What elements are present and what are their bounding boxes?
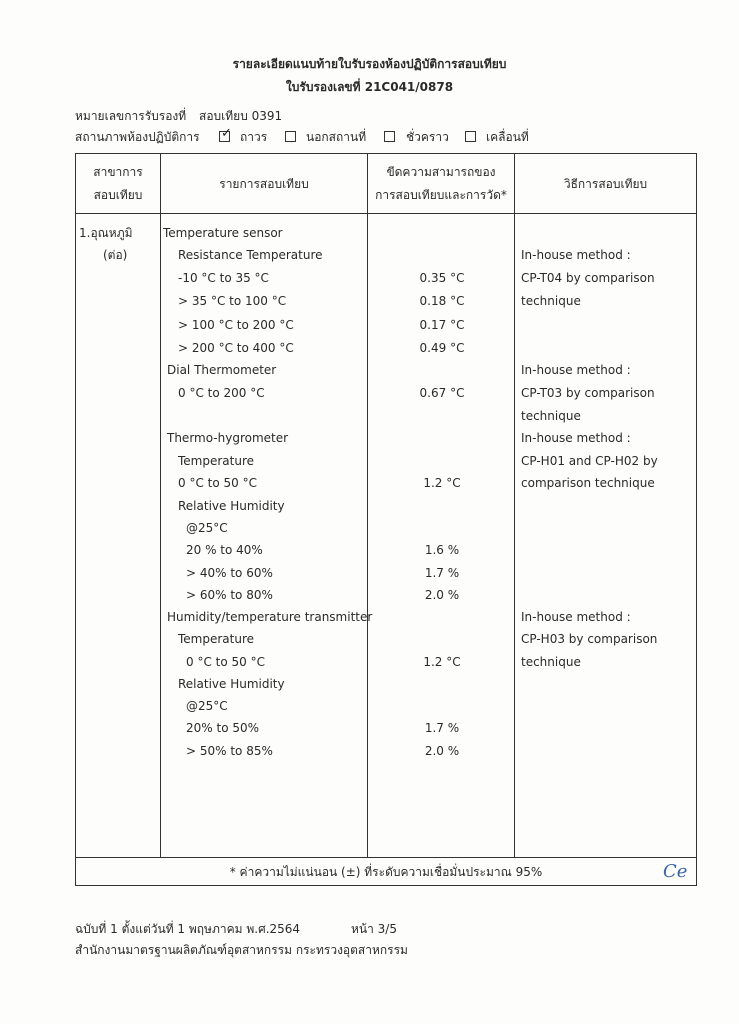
header-method: วิธีการสอบเทียบ: [563, 177, 648, 191]
table-row-cmc: 0.67 °C: [419, 386, 465, 400]
status-mobile-checkbox[interactable]: [465, 131, 476, 142]
table-row-item: Temperature sensor: [163, 226, 283, 240]
lab-status-label: สถานภาพห้องปฏิบัติการ: [75, 130, 200, 144]
table-row-item: > 50% to 85%: [186, 744, 273, 758]
issue-date: ฉบับที่ 1 ตั้งแต่วันที่ 1 พฤษภาคม พ.ศ.2564: [75, 922, 301, 936]
header-item: รายการสอบเทียบ: [219, 177, 309, 191]
document-title: รายละเอียดแนบท้ายใบรับรองห้องปฏิบัติการสอบเทียบ: [232, 57, 507, 71]
issuing-office: สำนักงานมาตรฐานผลิตภัณฑ์อุตสาหกรรม กระทรวงอุตสาหกรรม: [75, 943, 408, 957]
table-footnote: * ค่าความไม่แน่นอน (±) ที่ระดับความเชื่อมั่นประมาณ 95%: [229, 865, 543, 879]
table-row-cmc: 0.18 °C: [419, 294, 465, 308]
status-mobile-label: เคลื่อนที่: [486, 130, 529, 144]
table-row-item: 0 °C to 50 °C: [178, 476, 257, 490]
table-row-item: Temperature: [178, 454, 255, 468]
table-row-cmc: 0.35 °C: [419, 271, 465, 285]
table-row-cmc: 0.17 °C: [419, 318, 465, 332]
table-row-method: CP-T03 by comparison: [521, 386, 655, 400]
table-row-method: In-house method :: [521, 363, 631, 377]
table-row-method: CP-T04 by comparison: [521, 271, 655, 285]
field-name: 1.อุณหภูมิ: [79, 226, 133, 240]
table-row-method: CP-H01 and CP-H02 by: [521, 454, 658, 468]
table-row-item: @25°C: [186, 521, 228, 535]
table-row-item: Temperature: [178, 632, 255, 646]
table-row-method: CP-H03 by comparison: [521, 632, 658, 646]
table-row-method: In-house method :: [521, 248, 631, 262]
checkmark-icon: ✓: [221, 126, 232, 141]
table-row-item: > 100 °C to 200 °C: [178, 318, 294, 332]
accreditation-label: หมายเลขการรับรองที่: [75, 109, 187, 123]
status-offsite-checkbox[interactable]: [285, 131, 296, 142]
table-row-item: > 40% to 60%: [186, 566, 273, 580]
table-row-method: technique: [521, 409, 581, 423]
table-row-cmc: 1.6 %: [424, 543, 460, 557]
table-row-item: -10 °C to 35 °C: [178, 271, 269, 285]
status-temporary-checkbox[interactable]: [384, 131, 395, 142]
certificate-number: ใบรับรองเลขที่ 21C041/0878: [285, 80, 454, 94]
header-field-line2: สอบเทียบ: [93, 188, 143, 202]
table-row-item: Thermo-hygrometer: [167, 431, 289, 445]
table-row-item: Dial Thermometer: [167, 363, 277, 377]
table-row-cmc: 0.49 °C: [419, 341, 465, 355]
table-row-method: In-house method :: [521, 431, 631, 445]
table-row-item: > 200 °C to 400 °C: [178, 341, 294, 355]
status-temporary-label: ชั่วคราว: [406, 130, 449, 144]
table-row-cmc: 1.2 °C: [423, 655, 461, 669]
status-permanent-checkbox[interactable]: [219, 126, 232, 142]
table-row-cmc: 2.0 %: [424, 744, 460, 758]
table-row-item: 0 °C to 200 °C: [178, 386, 265, 400]
table-row-method: technique: [521, 655, 581, 669]
table-row-item: Relative Humidity: [178, 677, 285, 691]
table-row-item: > 60% to 80%: [186, 588, 273, 602]
header-capability-line1: ขีดความสามารถของ: [386, 165, 496, 179]
table-row-cmc: 1.7 %: [424, 721, 460, 735]
table-row-item: 20 % to 40%: [186, 543, 263, 557]
table-row-cmc: 2.0 %: [424, 588, 460, 602]
table-row-item: @25°C: [186, 699, 228, 713]
table-row-method: In-house method :: [521, 610, 631, 624]
table-row-method: comparison technique: [521, 476, 655, 490]
accreditation-value: สอบเทียบ 0391: [199, 109, 283, 123]
field-continued: (ต่อ): [103, 248, 128, 262]
table-row-item: > 35 °C to 100 °C: [178, 294, 287, 308]
header-field-line1: สาขาการ: [93, 165, 143, 179]
table-row-item: 20% to 50%: [186, 721, 260, 735]
table-row-cmc: 1.2 °C: [423, 476, 461, 490]
table-row-cmc: 1.7 %: [424, 566, 460, 580]
table-row-item: 0 °C to 50 °C: [186, 655, 265, 669]
table-row-method: technique: [521, 294, 581, 308]
table-row-item: Relative Humidity: [178, 499, 285, 513]
table-row-item: Humidity/temperature transmitter: [167, 610, 373, 624]
signature: Ce: [663, 861, 688, 882]
status-offsite-label: นอกสถานที่: [306, 130, 367, 144]
status-permanent-label: ถาวร: [240, 130, 268, 144]
table-row-item: Resistance Temperature: [178, 248, 323, 262]
header-capability-line2: การสอบเทียบและการวัด*: [375, 188, 507, 202]
page-number: หน้า 3/5: [351, 922, 397, 936]
